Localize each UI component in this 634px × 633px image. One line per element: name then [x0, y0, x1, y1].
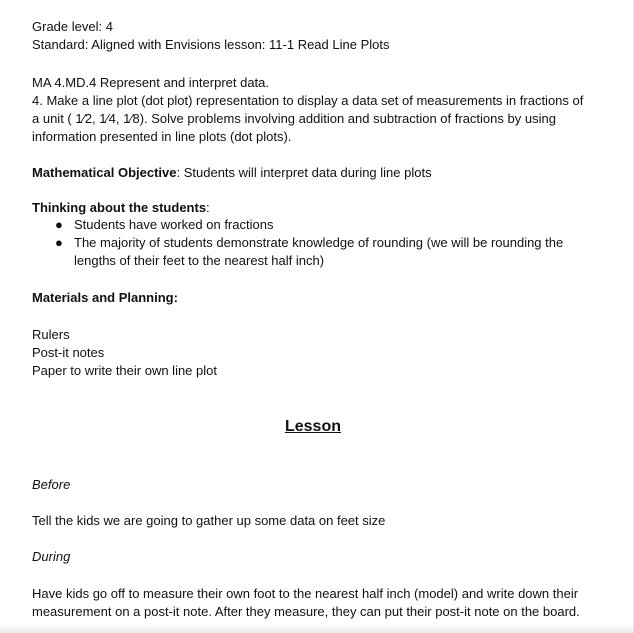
during-text-2: measurement on a post-it note. After they measure, they can put their post-it note on the board. [32, 604, 580, 619]
standard-line: Standard: Aligned with Envisions lesson: 11-1 Read Line Plots [32, 37, 390, 52]
ma-standard-desc-2: a unit ( 1⁄2, 1⁄4, 1⁄8). Solve problems involving addition and subtraction of fractions by using [32, 111, 556, 126]
objective-text: : Students will interpret data during line plots [176, 165, 432, 180]
ma-standard-desc-3: information presented in line plots (dot plots). [32, 129, 292, 144]
list-item-text: Students have worked on fractions [74, 217, 274, 232]
list-item-text-cont: lengths of their feet to the nearest half inch) [74, 253, 325, 268]
bullet-icon: ● [55, 235, 63, 250]
materials-item: Rulers [32, 327, 70, 342]
objective [32, 164, 432, 182]
list-item [52, 216, 563, 234]
page-bottom-shadow [0, 623, 633, 633]
during-label: During [32, 549, 71, 564]
materials-item: Post-it notes [32, 345, 105, 360]
grade-level: Grade level: 4 [32, 19, 113, 34]
ma-standard-desc-1: 4. Make a line plot (dot plot) representation to display a data set of measurements in fractions of [32, 93, 584, 108]
list-item [52, 234, 563, 270]
thinking-heading-label: Thinking about the students [32, 200, 207, 215]
ma-standard-code: MA 4.MD.4 Represent and interpret data. [32, 75, 270, 90]
before-text: Tell the kids we are going to gather up some data on feet size [32, 513, 386, 528]
materials-heading: Materials and Planning: [32, 290, 178, 305]
lesson-title: Lesson [284, 418, 341, 435]
thinking-heading [32, 199, 210, 217]
during-text-1: Have kids go off to measure their own foot to the nearest half inch (model) and write down their [32, 586, 579, 601]
thinking-heading-colon: : [206, 200, 210, 215]
bullet-icon: ● [55, 217, 63, 232]
objective-label: Mathematical Objective [32, 165, 177, 180]
materials-item: Paper to write their own line plot [32, 363, 217, 378]
before-label: Before [32, 477, 71, 492]
list-item-text: The majority of students demonstrate knowledge of rounding (we will be rounding the [74, 235, 564, 250]
thinking-list [52, 216, 563, 270]
